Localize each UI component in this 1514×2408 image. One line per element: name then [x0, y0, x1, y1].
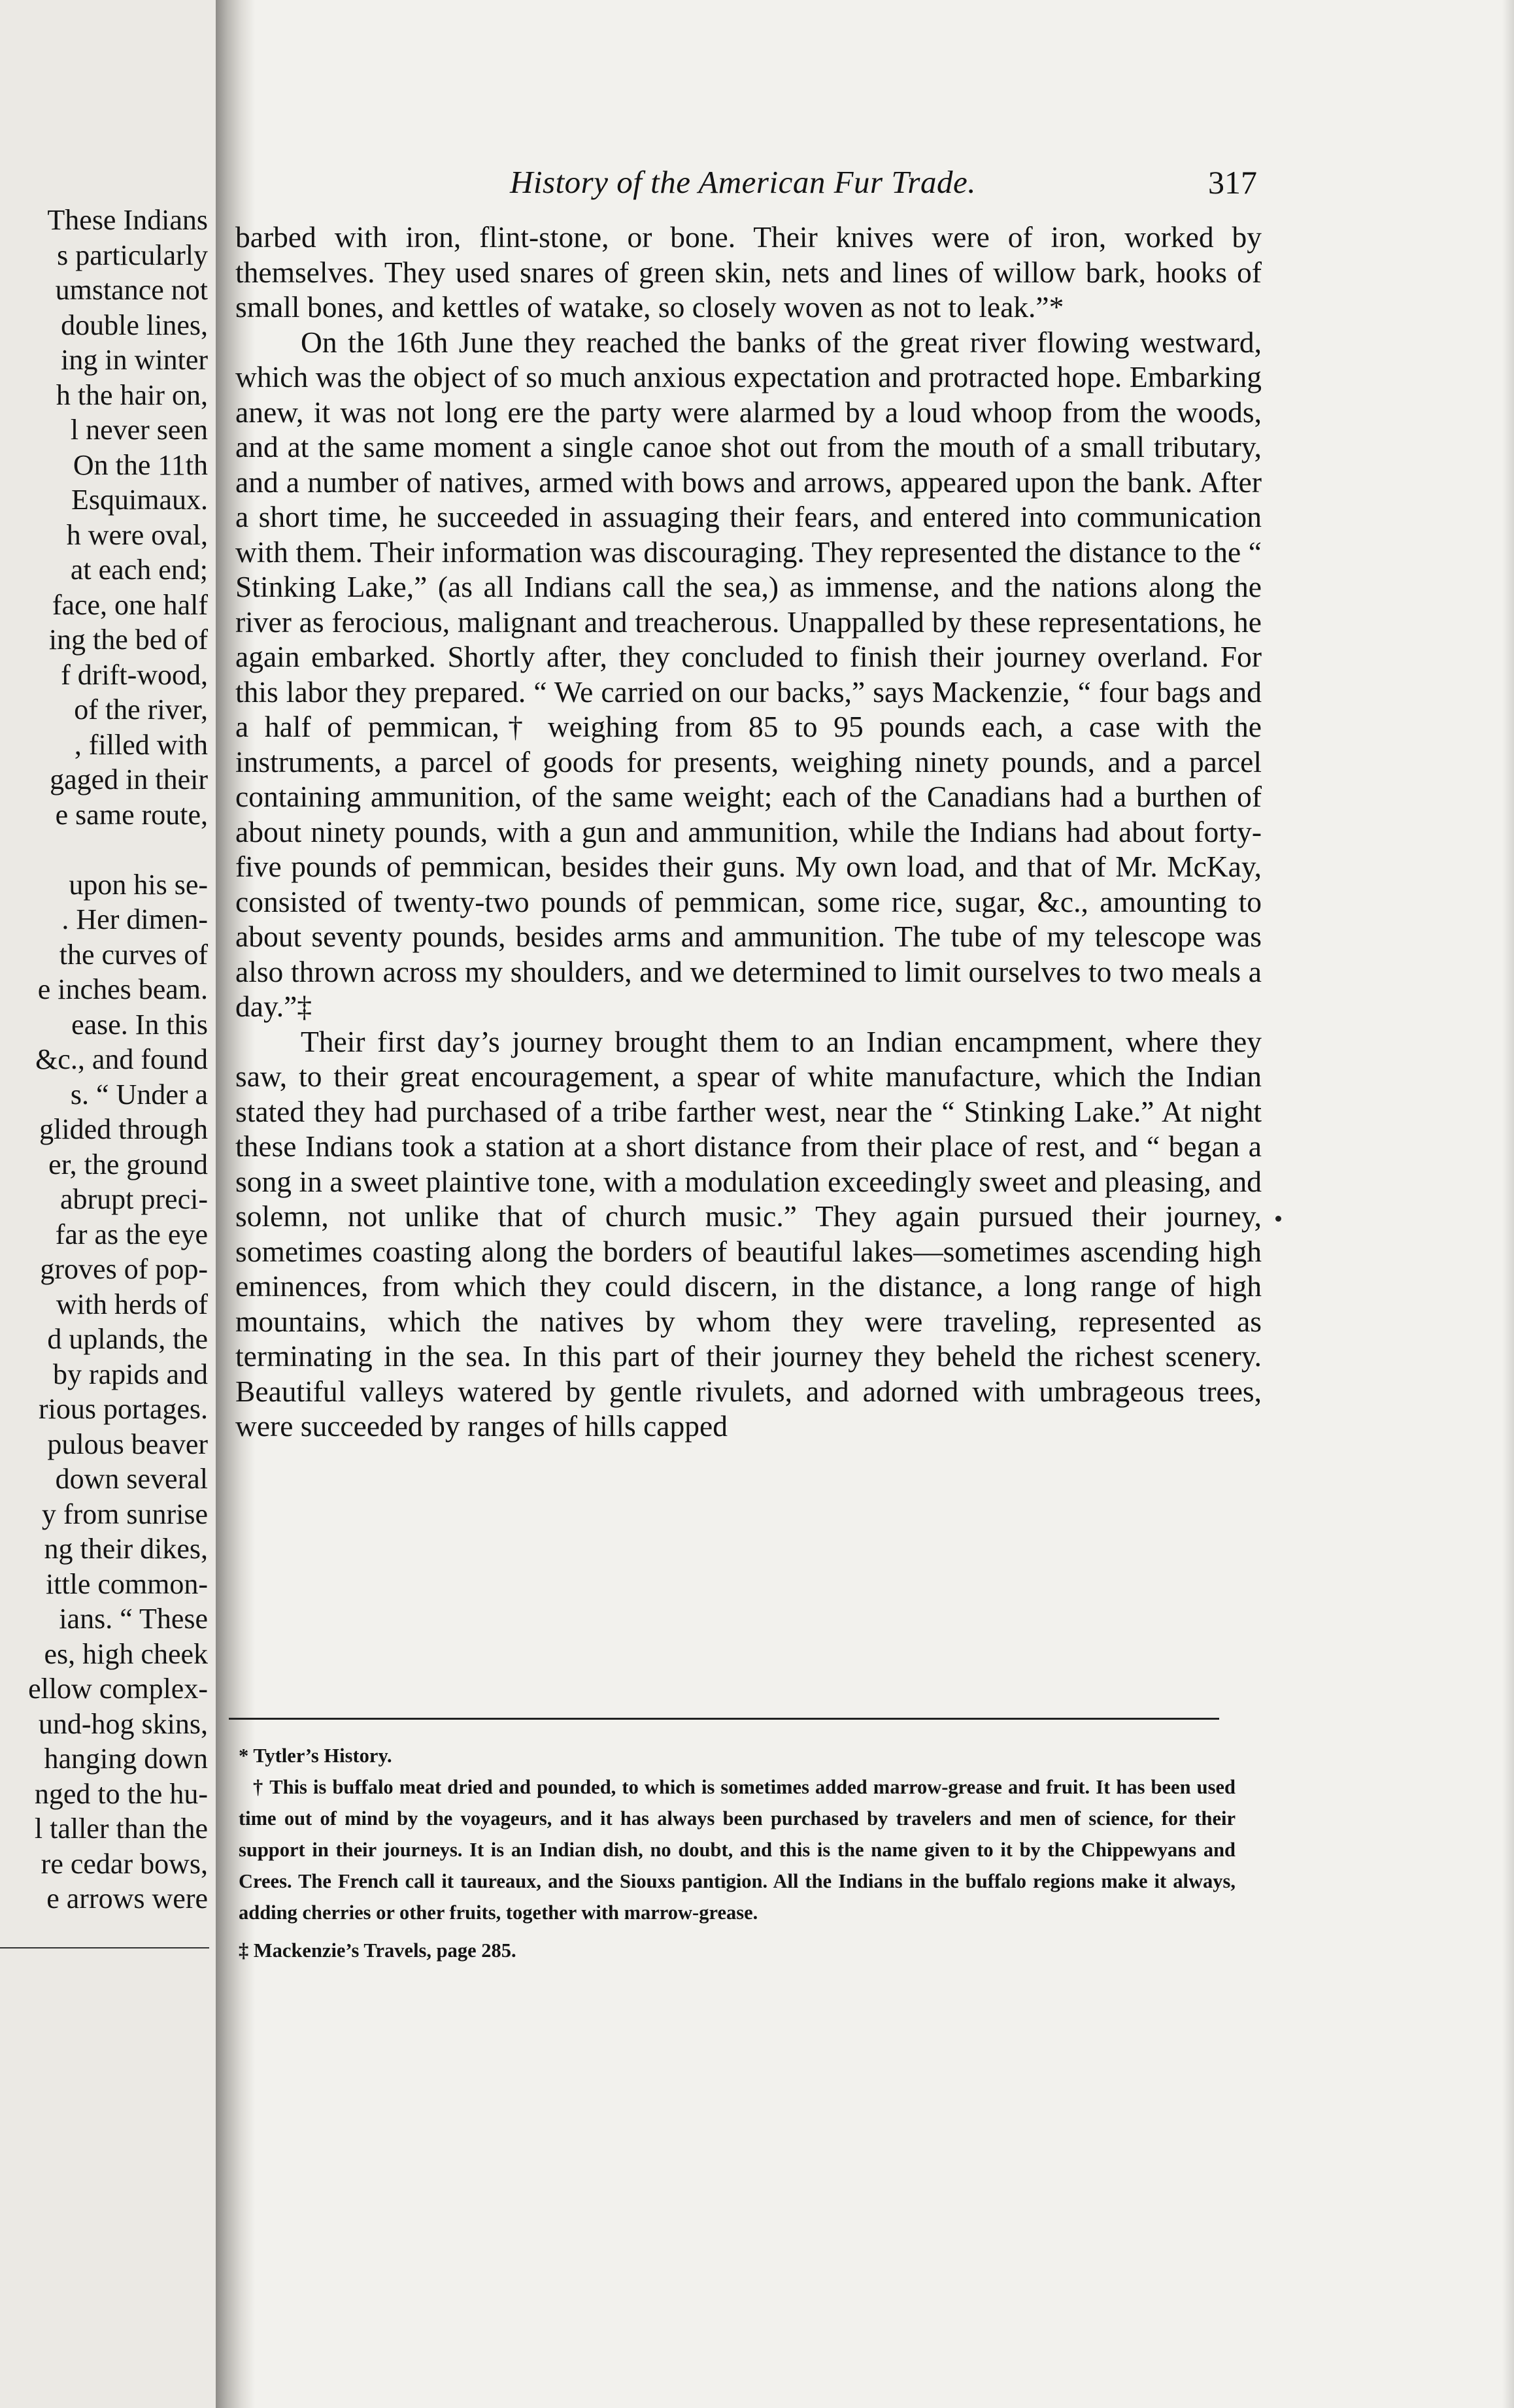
facing-page-line: Esquimaux. — [71, 484, 208, 516]
facing-page-line: e inches beam. — [37, 973, 208, 1005]
facing-page-line: groves of pop- — [40, 1253, 208, 1285]
footnote: † This is buffalo meat dried and pounded, to which is sometimes added marrow-grease and fruit. It has been used time out of mind by the voyageurs, and it has always been purchased by travelers and men of science, for their support in their journeys. It is an Indian dish, no doubt, and this is the name given to it by the Chippewyans and Crees. The French call it taureaux, and the Siouxs pantigion. All the Indians in the buffalo regions make it always, adding cherries or other fruits, together with marrow-grease. — [239, 1776, 1236, 1924]
facing-page-fragment — [0, 0, 216, 2408]
facing-page-line: ing in winter — [61, 344, 208, 376]
facing-page-line: re cedar bows, — [41, 1847, 208, 1880]
facing-page-line: h the hair on, — [56, 378, 208, 411]
facing-page-line: e same route, — [55, 798, 208, 831]
facing-page-line: f drift-wood, — [61, 658, 208, 691]
facing-page-line: l taller than the — [34, 1813, 208, 1845]
page-edge — [1502, 0, 1514, 2408]
facing-page-line: d uplands, the — [47, 1323, 208, 1355]
paragraph: barbed with iron, flint-stone, or bone. Their knives were of iron, worked by themselves. They used snares of green skin, nets and lines of willow bark, hooks of small bones, and kettles of watake, so closely woven as not to leak.”* — [235, 220, 1262, 324]
facing-page-line: of the river, — [74, 694, 208, 726]
facing-page-line: . Her dimen- — [61, 903, 208, 935]
facing-page-line: by rapids and — [52, 1358, 208, 1390]
facing-page-line: These Indians — [47, 204, 208, 236]
facing-page-line: y from sunrise — [41, 1497, 208, 1530]
facing-page-line: face, one half — [52, 588, 208, 621]
facing-page-line: nged to the hu- — [34, 1777, 208, 1810]
facing-page-line: glided through — [39, 1113, 208, 1145]
facing-page-line: hanging down — [44, 1743, 208, 1775]
facing-page-line: On the 11th — [73, 448, 208, 481]
facing-page-line: abrupt preci- — [60, 1183, 208, 1215]
facing-page-line: umstance not — [55, 274, 208, 306]
facing-page-line: , filled with — [74, 728, 208, 761]
facing-page-line: ease. In this — [71, 1008, 208, 1041]
footnote: * Tytler’s History. — [239, 1745, 392, 1767]
facing-page-line: und-hog skins, — [38, 1707, 208, 1740]
body-text — [235, 220, 1262, 1444]
footnotes — [239, 1740, 1236, 1966]
ink-speck — [1275, 1216, 1281, 1222]
paragraph: On the 16th June they reached the banks of the great river flowing westward, which was the object of so much anxious expectation and protracted hope. Embarking anew, it was not long ere the party were alarmed by a loud whoop from the woods, and at the same moment a single canoe shot out from the mouth of a small tributary, and a number of natives, armed with bows and arrows, appeared upon the bank. After a short time, he succeeded in assuaging their fears, and entered into communication with them. Their information was discouraging. They represented the distance to the “ Stinking Lake,” (as all Indians call the sea,) as immense, and the nations along the river as ferocious, malignant and treacherous. Unappalled by these representations, he again embarked. Shortly after, they concluded to finish their journey overland. For this labor they prepared. “ We carried on our backs,” says Mackenzie, “ four bags and a half of pemmican,† weighing from 85 to 95 pounds each, a case with the instruments, a parcel of goods for presents, weighing ninety pounds, and a parcel containing ammunition, of the same weight; each of the Canadians had a burthen of about ninety pounds, with a gun and ammunition, while the Indians had about forty-five pounds of pemmican, besides their guns. My own load, and that of Mr. McKay, consisted of twenty-two pounds of pemmican, some rice, sugar, &c., amounting to about seventy pounds, besides arms and ammunition. The tube of my telescope was also thrown across my shoulders, and we determined to limit ourselves to two meals a day.”‡ — [235, 325, 1262, 1023]
facing-page-line: s particularly — [57, 239, 208, 271]
facing-page-line: upon his se- — [69, 868, 208, 901]
facing-page-text — [28, 203, 208, 1916]
facing-page-line: rious portages. — [38, 1393, 208, 1425]
facing-page-line: far as the eye — [55, 1218, 208, 1250]
facing-page-line: l never seen — [70, 414, 208, 446]
facing-page-line: at each end; — [70, 554, 208, 586]
facing-page-line: double lines, — [61, 309, 208, 341]
footnote-rule — [229, 1718, 1219, 1720]
facing-page-line: es, high cheek — [44, 1637, 208, 1670]
facing-page-line: ing the bed of — [48, 624, 208, 656]
facing-page-line: the curves of — [59, 938, 208, 971]
running-title: History of the American Fur Trade. — [510, 164, 976, 200]
facing-page-footnote-rule — [0, 1947, 209, 1948]
facing-page-line: ians. “ These — [59, 1603, 208, 1635]
facing-page-line: pulous beaver — [47, 1428, 208, 1460]
facing-page-line — [28, 832, 208, 867]
page-number: 317 — [1208, 164, 1257, 201]
paragraph: Their first day’s journey brought them to an Indian encampment, where they saw, to their great encouragement, a spear of white manufacture, which the Indian stated they had purchased of a tribe farther west, near the “ Stinking Lake.” At night these Indians took a station at a short distance from their place of rest, and “ began a song in a sweet plaintive tone, with a modulation exceedingly sweet and pleasing, and solemn, not unlike that of church music.” They again pursued their journey, sometimes coasting along the borders of beautiful lakes—sometimes ascending high eminences, from which they could discern, in the distance, a long range of high mountains, which the natives by whom they were traveling, represented as terminating in the sea. In this part of their journey they beheld the richest scenery. Beautiful valleys watered by gentle rivulets, and adorned with umbrageous trees, were succeeded by ranges of hills capped — [235, 1024, 1262, 1443]
facing-page-line: s. “ Under a — [70, 1078, 208, 1111]
facing-page-line: with herds of — [56, 1288, 208, 1320]
facing-page-line: ng their dikes, — [44, 1533, 208, 1565]
facing-page-line: er, the ground — [48, 1148, 208, 1180]
facing-page-line: h were oval, — [66, 518, 208, 551]
facing-page-line: ittle common- — [45, 1567, 208, 1600]
facing-page-line: &c., and found — [35, 1043, 208, 1075]
footnote: ‡ Mackenzie’s Travels, page 285. — [239, 1939, 516, 1962]
facing-page-line: e arrows were — [46, 1882, 208, 1915]
facing-page-line: down several — [55, 1463, 208, 1495]
facing-page-line: gaged in their — [50, 763, 208, 795]
facing-page-line: ellow complex- — [28, 1673, 208, 1705]
